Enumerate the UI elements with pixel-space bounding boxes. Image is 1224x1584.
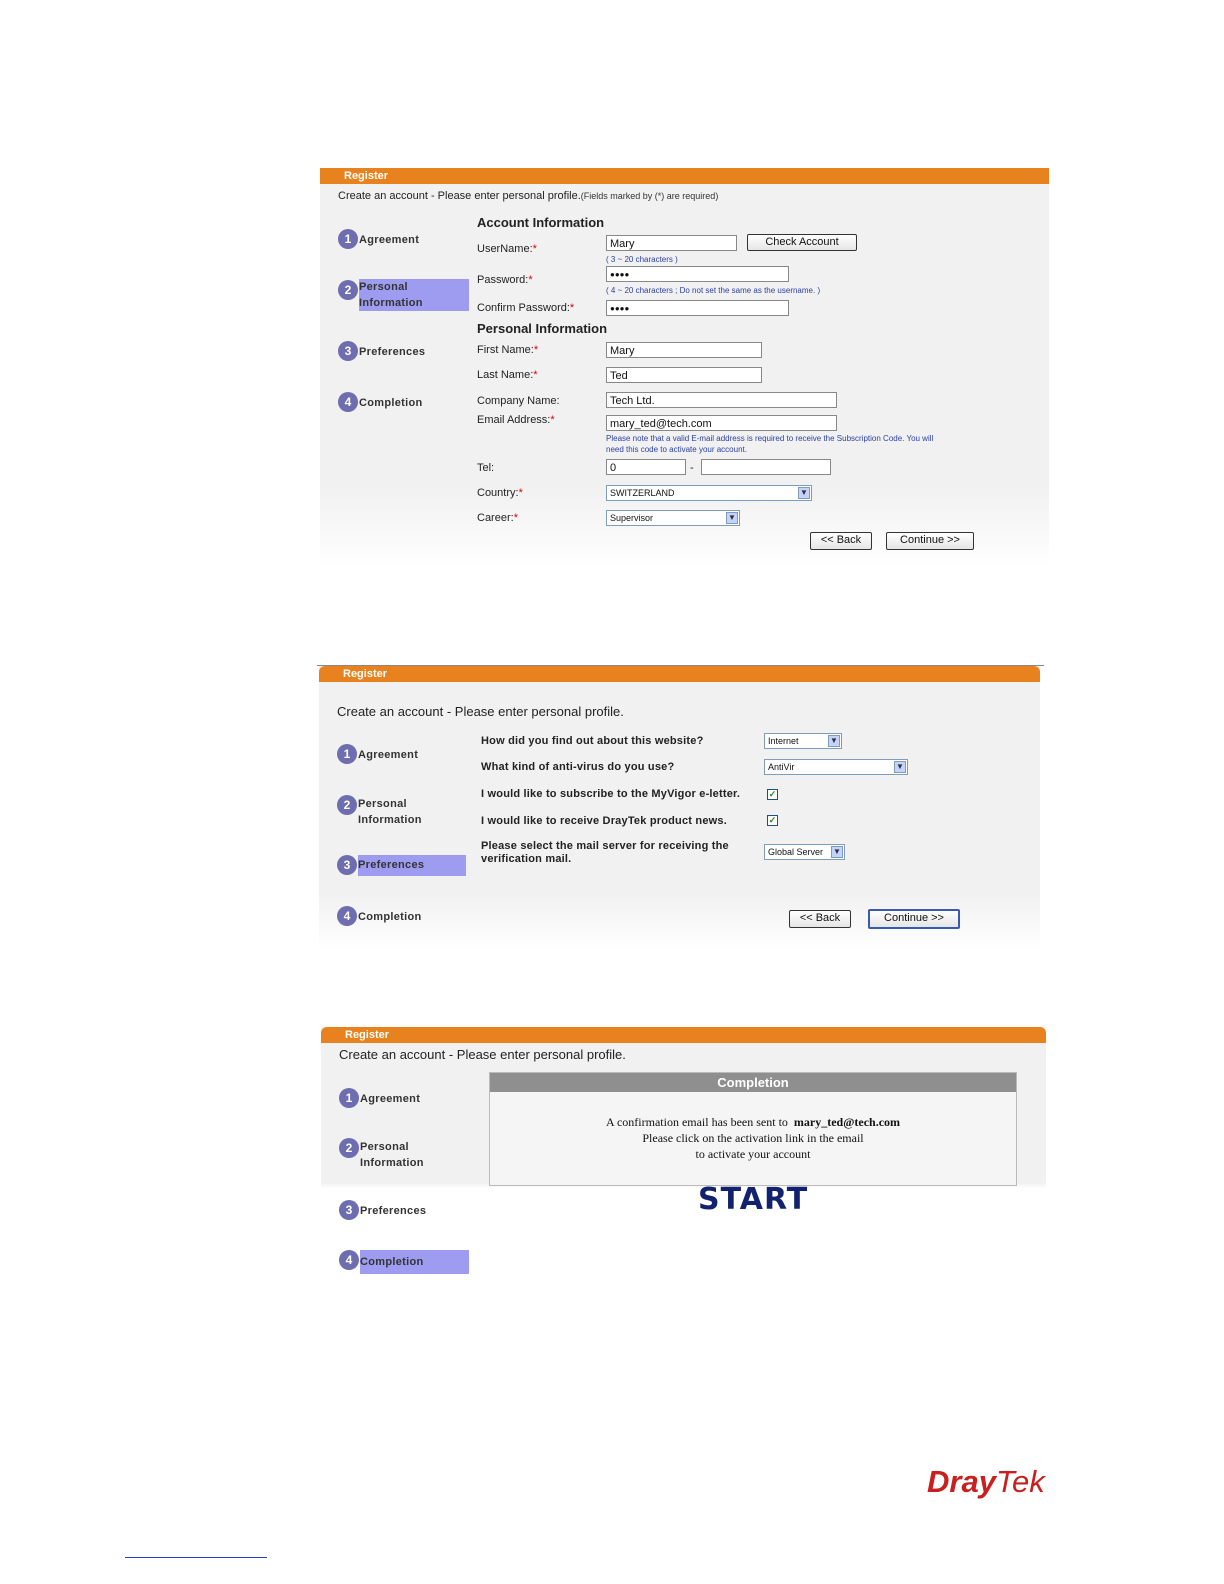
chevron-down-icon: ▼ bbox=[894, 761, 906, 773]
username-input[interactable]: Mary bbox=[606, 235, 737, 251]
step-number: 2 bbox=[339, 1138, 359, 1158]
step-label-highlighted bbox=[359, 279, 469, 311]
chevron-down-icon: ▼ bbox=[831, 846, 843, 858]
select-value: Internet bbox=[768, 736, 799, 746]
first-name-input[interactable]: Mary bbox=[606, 342, 762, 358]
logo-dray: Dray bbox=[927, 1464, 996, 1499]
step-label-line2: Information bbox=[359, 297, 423, 309]
step-personal-information[interactable] bbox=[337, 795, 457, 827]
step-number: 1 bbox=[338, 229, 358, 249]
required-mark: * bbox=[513, 512, 518, 524]
anti-virus-select[interactable] bbox=[764, 759, 908, 775]
step-label: Completion bbox=[358, 911, 422, 923]
personal-information-heading: Personal Information bbox=[477, 321, 608, 336]
tel-number-input[interactable] bbox=[701, 459, 831, 475]
page-title: Create an account - Please enter personal profile. bbox=[339, 1047, 626, 1062]
continue-button[interactable]: Continue >> bbox=[886, 532, 974, 550]
step-personal-information[interactable] bbox=[338, 279, 488, 311]
select-value: AntiVir bbox=[768, 762, 795, 772]
account-information-heading: Account Information bbox=[477, 215, 605, 230]
step-completion[interactable] bbox=[338, 392, 458, 412]
confirm-password-input[interactable]: ●●●● bbox=[606, 300, 789, 316]
logo-tek: Tek bbox=[995, 1464, 1045, 1499]
step-completion[interactable] bbox=[339, 1250, 489, 1270]
username-hint: ( 3 ~ 20 characters ) bbox=[606, 255, 678, 264]
step-label bbox=[360, 1139, 424, 1171]
step-label-line2: Information bbox=[358, 814, 422, 826]
question-product-news: I would like to receive DrayTek product news. bbox=[481, 815, 727, 827]
step-number: 3 bbox=[338, 341, 358, 361]
register-bar: Register bbox=[320, 168, 1049, 184]
country-label bbox=[477, 487, 523, 499]
required-mark: * bbox=[533, 344, 539, 356]
country-value: SWITZERLAND bbox=[610, 488, 675, 498]
step-label-highlighted: Completion bbox=[360, 1250, 469, 1274]
step-number: 1 bbox=[339, 1088, 359, 1108]
career-select[interactable] bbox=[606, 510, 740, 526]
first-name-label bbox=[477, 344, 538, 356]
back-button[interactable]: << Back bbox=[810, 532, 872, 550]
register-panel-preferences bbox=[319, 666, 1040, 951]
username-label bbox=[477, 243, 537, 255]
step-number: 2 bbox=[337, 795, 357, 815]
label-text: UserName: bbox=[477, 243, 533, 255]
message-text: A confirmation email has been sent to bbox=[605, 1115, 788, 1129]
step-label: Agreement bbox=[358, 749, 419, 761]
email-hint-line1: Please note that a valid E-mail address is required to receive the Subscription Code. You will bbox=[606, 434, 934, 443]
required-mark: * bbox=[533, 369, 538, 381]
confirmation-message-line1 bbox=[490, 1115, 1016, 1130]
step-personal-information[interactable] bbox=[339, 1138, 459, 1170]
select-value: Global Server bbox=[768, 847, 824, 857]
continue-button[interactable]: Continue >> bbox=[868, 909, 960, 929]
confirmation-message-line2: Please click on the activation link in the email bbox=[642, 1131, 864, 1145]
completion-box bbox=[489, 1072, 1017, 1186]
step-preferences[interactable] bbox=[338, 341, 458, 361]
draytek-logo bbox=[927, 1464, 1045, 1500]
chevron-down-icon: ▼ bbox=[726, 512, 738, 524]
password-hint: ( 4 ~ 20 characters ; Do not set the same as the username. ) bbox=[606, 286, 821, 295]
step-label: Preferences bbox=[359, 346, 426, 358]
required-mark: * bbox=[550, 414, 555, 426]
career-value: Supervisor bbox=[610, 513, 654, 523]
question-mail-server bbox=[481, 840, 729, 866]
step-label-line1: Personal bbox=[359, 281, 408, 293]
page-title bbox=[338, 190, 718, 202]
question-find-website: How did you find out about this website? bbox=[481, 735, 704, 747]
check-account-button[interactable]: Check Account bbox=[747, 234, 857, 251]
question-line2: verification mail. bbox=[481, 853, 572, 865]
footer-line bbox=[125, 1557, 267, 1558]
page-title: Create an account - Please enter personal profile. bbox=[337, 704, 624, 719]
register-panel-completion bbox=[321, 1027, 1046, 1287]
step-label: Agreement bbox=[359, 234, 420, 246]
step-label-highlighted: Preferences bbox=[358, 855, 466, 876]
completion-header: Completion bbox=[490, 1073, 1016, 1092]
product-news-checkbox[interactable]: ✓ bbox=[768, 815, 777, 825]
last-name-label bbox=[477, 369, 538, 381]
step-label-line2: Information bbox=[360, 1157, 424, 1169]
confirmation-email: mary_ted@tech.com bbox=[793, 1115, 901, 1129]
step-preferences[interactable] bbox=[337, 855, 487, 875]
country-select[interactable] bbox=[606, 485, 812, 501]
step-label: Completion bbox=[359, 397, 423, 409]
required-mark: * bbox=[528, 274, 533, 286]
label-text: Confirm Password: bbox=[477, 302, 570, 314]
label-text: Last Name: bbox=[477, 369, 534, 381]
required-mark: * bbox=[532, 243, 537, 255]
chevron-down-icon: ▼ bbox=[828, 735, 840, 747]
find-website-select[interactable] bbox=[764, 733, 842, 749]
register-bar: Register bbox=[321, 1027, 1046, 1043]
password-label bbox=[477, 274, 533, 286]
email-address-label bbox=[477, 414, 555, 426]
step-number: 4 bbox=[337, 906, 357, 926]
email-address-input[interactable]: mary_ted@tech.com bbox=[606, 415, 837, 431]
mail-server-select[interactable] bbox=[764, 844, 845, 860]
tel-area-input[interactable]: 0 bbox=[606, 459, 686, 475]
question-line1: Please select the mail server for receiving the bbox=[481, 840, 729, 852]
question-subscribe-eletter: I would like to subscribe to the MyVigor e-letter. bbox=[481, 788, 741, 800]
email-hint-line2: need this code to activate your account. bbox=[606, 445, 747, 454]
title-main: Create an account - Please enter personal profile. bbox=[338, 190, 581, 202]
tel-dash: - bbox=[690, 462, 694, 474]
step-completion[interactable] bbox=[337, 906, 457, 926]
title-note: (Fields marked by (*) are required) bbox=[580, 191, 719, 201]
career-label bbox=[477, 512, 518, 524]
step-number: 3 bbox=[339, 1200, 359, 1220]
question-anti-virus: What kind of anti-virus do you use? bbox=[481, 761, 675, 773]
company-name-label: Company Name: bbox=[477, 395, 560, 407]
step-label: Preferences bbox=[360, 1205, 427, 1217]
label-text: Country: bbox=[477, 487, 519, 499]
last-name-input[interactable]: Ted bbox=[606, 367, 762, 383]
start-button[interactable]: START bbox=[698, 1182, 809, 1217]
tel-label: Tel: bbox=[477, 462, 495, 474]
company-name-input[interactable]: Tech Ltd. bbox=[606, 392, 837, 408]
step-number: 3 bbox=[337, 855, 357, 875]
label-text: Email Address: bbox=[477, 414, 551, 426]
label-text: First Name: bbox=[477, 344, 534, 356]
label-text: Career: bbox=[477, 512, 514, 524]
back-button[interactable]: << Back bbox=[789, 910, 851, 928]
step-number: 1 bbox=[337, 744, 357, 764]
chevron-down-icon: ▼ bbox=[798, 487, 810, 499]
step-number: 2 bbox=[338, 280, 358, 300]
register-panel-personal bbox=[320, 168, 1049, 568]
step-label bbox=[358, 796, 422, 828]
step-number: 4 bbox=[338, 392, 358, 412]
required-mark: * bbox=[569, 302, 575, 314]
step-agreement[interactable] bbox=[337, 744, 457, 764]
register-bar: Register bbox=[319, 666, 1040, 682]
step-label-line1: Personal bbox=[360, 1141, 409, 1153]
step-label: Agreement bbox=[360, 1093, 421, 1105]
subscribe-eletter-checkbox[interactable]: ✓ bbox=[768, 789, 777, 799]
step-label-line1: Personal bbox=[358, 798, 407, 810]
label-text: Password: bbox=[477, 274, 529, 286]
step-number: 4 bbox=[339, 1250, 359, 1270]
confirmation-message-line3: to activate your account bbox=[695, 1147, 811, 1161]
step-agreement[interactable] bbox=[339, 1088, 459, 1108]
step-agreement[interactable] bbox=[338, 229, 458, 249]
step-preferences[interactable] bbox=[339, 1200, 459, 1220]
required-mark: * bbox=[518, 487, 523, 499]
password-input[interactable]: ●●●● bbox=[606, 266, 789, 282]
confirm-password-label bbox=[477, 302, 574, 314]
